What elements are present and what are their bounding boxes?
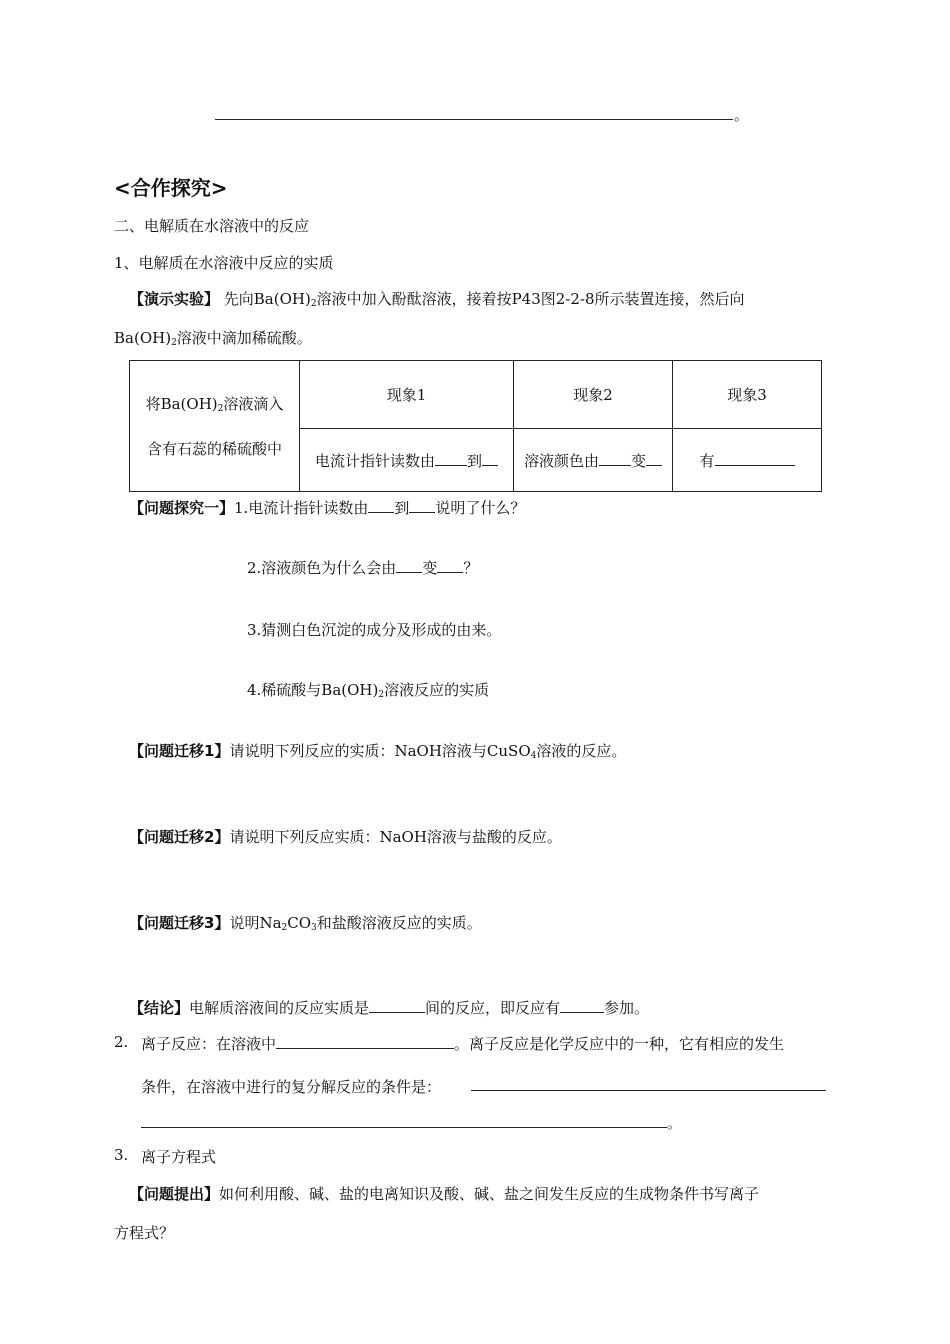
cell1-blank-2[interactable] [482,451,498,466]
probe-q1 [129,497,525,518]
cell2-text-b: 变 [631,451,647,470]
transfer-3 [129,912,482,933]
left-text-b: 溶液滴入 [223,394,284,413]
header-phenomenon-2: 现象2 [514,361,673,429]
cell1-text-b: 到 [467,451,483,470]
ionic-condition-line-1[interactable] [471,1090,826,1091]
probe-q2-a: 2.溶液颜色为什么会由 [247,559,397,577]
demo-label: 【演示实验】 [129,290,220,308]
probe-q1-blank-2[interactable] [409,498,435,513]
probe-q1-b: 到 [394,499,410,517]
observation-table [129,360,822,492]
probe-q4-b: 溶液反应的实质 [384,681,490,699]
transfer3-label: 【问题迁移3】 [129,914,230,932]
probe-q1-a: 1.电流计指针读数由 [234,499,369,517]
conclusion-blank-2[interactable] [560,998,604,1013]
demo-sub: 2 [310,299,317,309]
question-line-2: 方程式？ [114,1224,175,1242]
transfer3-text-a: 说明Na [229,914,282,932]
transfer1-text-b: 溶液的反应。 [536,742,627,760]
conclusion-blank-1[interactable] [369,998,425,1013]
ionic-num: 2. [114,1033,129,1051]
demo-line-2 [114,327,312,348]
transfer-2 [129,826,562,847]
probe-q4-a: 4.稀硫酸与Ba(OH) [247,681,379,699]
header-phenomenon-1: 现象1 [300,361,514,429]
cell1-text-a: 电流计指针读数由 [314,451,435,470]
probe-q2-c: ？ [463,559,479,577]
equation-title: 离子方程式 [141,1148,217,1166]
transfer1-label: 【问题迁移1】 [129,742,230,760]
probe-q2-b: 变 [422,559,438,577]
conclusion [129,997,649,1018]
demo-line-1 [129,288,745,309]
transfer3-text-c: 和盐酸溶液反应的实质。 [316,914,482,932]
cell2-text-a: 溶液颜色由 [523,451,599,470]
conclusion-text-b: 间的反应，即反应有 [425,999,561,1017]
transfer3-sub2: 3 [311,923,317,933]
probe-q1-blank-1[interactable] [368,498,394,513]
cell2-blank-2[interactable] [646,451,662,466]
cell-phenomenon-1[interactable] [300,429,514,492]
top-answer-line[interactable] [215,119,733,120]
cell3-text-a: 有 [699,451,715,470]
transfer2-label: 【问题迁移2】 [129,828,230,846]
equation-num: 3. [114,1146,129,1164]
ionic-line3-period: 。 [667,1114,683,1132]
ionic-condition-line-2[interactable] [141,1127,667,1128]
demo-line2-sub: 2 [171,338,177,348]
table-left-cell [130,361,300,492]
section-heading: <合作探究> [114,176,228,200]
probe-q1-c: 说明了什么？ [435,499,526,517]
ionic-text-b: 。离子反应是化学反应中的一种，它有相应的发生 [454,1035,785,1053]
probe-q2-blank-1[interactable] [396,558,422,573]
cell-phenomenon-2[interactable] [514,429,673,492]
ionic-line-2: 条件，在溶液中进行的复分解反应的条件是： [141,1078,442,1096]
ionic-text-a: 离子反应：在溶液中 [141,1035,277,1053]
question-text-a: 如何利用酸、碱、盐的电离知识及酸、碱、盐之间发生反应的生成物条件书写离子 [219,1185,760,1203]
ionic-blank-1[interactable] [276,1034,454,1049]
probe-label: 【问题探究一】 [129,499,235,517]
transfer1-text-a: 请说明下列反应的实质：NaOH溶液与CuSO [229,742,531,760]
top-line-period: 。 [734,106,750,124]
cell2-blank-1[interactable] [599,451,631,466]
transfer1-sub: 4 [530,751,537,761]
left-sub: 2 [217,403,224,414]
subsection-one-title: 1、电解质在水溶液中反应的实质 [114,254,334,272]
transfer3-text-b: CO [287,914,312,932]
cell3-blank[interactable] [715,451,795,466]
demo-line2-b: 溶液中滴加稀硫酸。 [176,329,312,347]
ionic-line-1 [141,1033,784,1054]
probe-q3: 3.猜测白色沉淀的成分及形成的由来。 [247,621,502,639]
section-two-title: 二、电解质在水溶液中的反应 [114,217,310,235]
left-text-a: 将Ba(OH) [145,394,218,413]
probe-q4 [247,679,489,700]
transfer-1 [129,740,626,761]
probe-q4-sub: 2 [378,690,385,700]
transfer2-text: 请说明下列反应实质：NaOH溶液与盐酸的反应。 [229,828,562,846]
demo-line2-a: Ba(OH) [114,329,172,347]
probe-q2-blank-2[interactable] [437,558,463,573]
conclusion-text-a: 电解质溶液间的反应实质是 [189,999,370,1017]
left-text-c: 含有石蕊的稀硫酸中 [146,439,282,458]
conclusion-text-c: 参加。 [604,999,650,1017]
cell1-blank-1[interactable] [435,451,467,466]
transfer3-sub1: 2 [281,923,288,933]
demo-text-b: 溶液中加入酚酞溶液，接着按P43图2-2-8所示装置连接，然后向 [316,290,745,308]
demo-text-a: 先向Ba(OH) [219,290,311,308]
cell-phenomenon-3[interactable] [673,429,822,492]
header-phenomenon-3: 现象3 [673,361,822,429]
conclusion-label: 【结论】 [129,999,190,1017]
probe-q2 [247,557,478,578]
question-label: 【问题提出】 [129,1185,220,1203]
question-line-1 [129,1183,759,1204]
